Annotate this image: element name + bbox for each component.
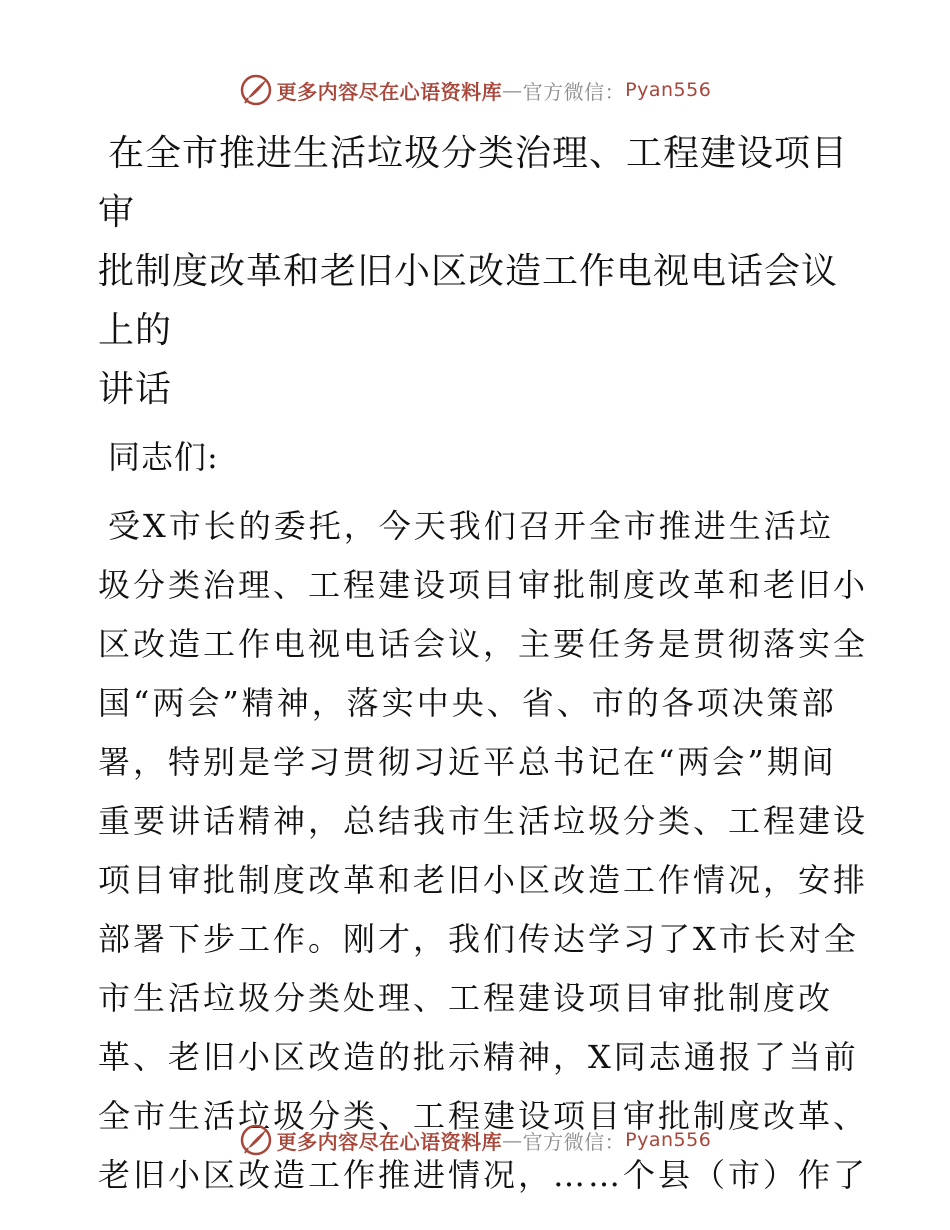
footer-watermark — [0, 1120, 950, 1160]
watermark-label: 官方微信： — [522, 79, 626, 104]
watermark-label: 官方微信： — [522, 1129, 626, 1154]
paragraph-line: 项目审批制度改革和老旧小区改造工作情况，安排 — [98, 861, 869, 899]
title-line: 批制度改革和老旧小区改造工作电视电话会议上的 — [98, 251, 839, 351]
watermark-brand-text: 更多内容尽在心语资料库 — [276, 1129, 503, 1154]
header-watermark — [0, 70, 950, 110]
paragraph-line: 区改造工作电视电话会议，主要任务是贯彻落实全 — [98, 625, 869, 663]
paragraph-line: 圾分类治理、工程建设项目审批制度改革和老旧小 — [98, 566, 869, 604]
paragraph-line: 受X市长的委托，今天我们召开全市推进生活垃 — [108, 507, 834, 545]
quill-pen-logo-icon — [239, 1123, 273, 1157]
salutation: 同志们: — [108, 438, 219, 476]
paragraph-line: 市生活垃圾分类处理、工程建设项目审批制度改 — [98, 979, 834, 1017]
paragraph-line: 国“两会”精神，落实中央、省、市的各项决策部 — [98, 684, 837, 722]
paragraph-line: 老旧小区改造工作推进情况，……个县（市）作了 — [98, 1156, 869, 1194]
watermark-account-id: Pyan556 — [625, 1129, 712, 1151]
watermark-brand-text: 更多内容尽在心语资料库 — [276, 79, 503, 104]
paragraph-line: 全市生活垃圾分类、工程建设项目审批制度改革、 — [98, 1097, 869, 1135]
body-paragraph — [98, 497, 869, 1205]
watermark-separator: — — [502, 1128, 523, 1152]
document-body — [98, 124, 869, 1205]
watermark-separator: — — [502, 78, 523, 102]
quill-pen-logo-icon — [239, 73, 273, 107]
title-line: 在全市推进生活垃圾分类治理、工程建设项目审 — [98, 133, 849, 233]
document-title — [98, 124, 858, 419]
watermark-account-id: Pyan556 — [625, 79, 712, 101]
paragraph-line: 部署下步工作。刚才，我们传达学习了X市长对全 — [98, 920, 859, 958]
paragraph-line: 重要讲话精神，总结我市生活垃圾分类、工程建设 — [98, 802, 869, 840]
paragraph-line: 革、老旧小区改造的批示精神，X同志通报了当前 — [98, 1038, 859, 1076]
paragraph-line: 署，特别是学习贯彻习近平总书记在“两会”期间 — [98, 743, 837, 781]
title-line: 讲话 — [98, 369, 173, 410]
